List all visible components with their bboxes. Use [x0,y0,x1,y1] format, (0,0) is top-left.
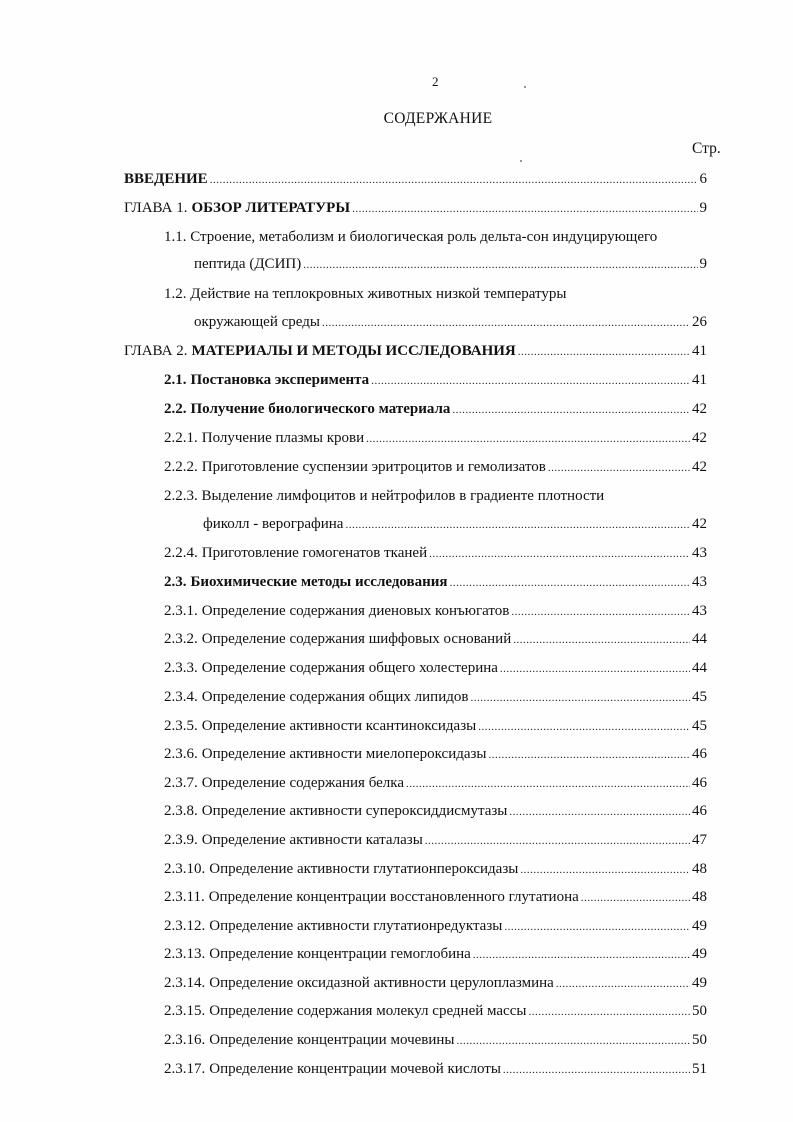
toc-entry-page: 42 [692,401,707,417]
toc-entry-introduction[interactable] [124,171,707,189]
toc-entry-2-3-6[interactable] [164,746,707,764]
toc-entry-chapter-2[interactable] [124,343,707,361]
toc-entry-2-3-7[interactable] [164,775,707,793]
toc-entry-number: 2.2.1. [164,430,198,446]
toc-entry-label: Биохимические методы исследования [190,574,448,590]
toc-entry-2-3-5[interactable] [164,718,707,736]
leader-dots [429,546,690,563]
toc-entry-2-2-2[interactable] [164,459,707,477]
toc-entry-number: 2.3.1. [164,603,198,619]
toc-entry-label: Определение активности каталазы [201,832,423,848]
toc-entry-page: 43 [692,545,707,561]
leader-dots [548,460,690,477]
toc-entry-page: 49 [692,975,707,991]
toc-entry-label: Определение активности ксантиноксидазы [201,718,477,734]
toc-entry-page: 41 [692,372,707,388]
toc-entry-2-3-13[interactable] [164,946,707,964]
toc-title: СОДЕРЖАНИЕ [383,110,493,127]
toc-entry-page: 9 [699,200,707,216]
toc-entry-number: 1.1. [164,229,187,245]
toc-entry-number: 2.3. [164,574,187,590]
toc-entry-number: 2.3.13. [164,946,206,962]
leader-dots [473,947,690,964]
toc-entry-page: 51 [692,1061,707,1077]
toc-entry-page: 42 [692,430,707,446]
toc-entry-page: 43 [692,574,707,590]
toc-entry-1-2-line2[interactable] [194,314,707,332]
leader-dots [556,976,690,993]
toc-entry-number: 2.3.15. [164,1003,206,1019]
leader-dots [489,747,690,764]
toc-entry-number: 2.3.12. [164,918,206,934]
toc-entry-2-3-15[interactable] [164,1003,707,1021]
toc-entry-label: Определение содержания диеновых конъюгатов [201,603,510,619]
toc-entry-label-line1: Строение, метаболизм и биологическая роль дельта-сон индуцирующего [190,229,658,245]
toc-entry-page: 45 [692,689,707,705]
toc-entry-2-3-2[interactable] [164,631,707,649]
toc-entry-page: 42 [692,459,707,475]
toc-entry-page: 46 [692,746,707,762]
toc-entry-2-2-4[interactable] [164,545,707,563]
toc-entry-number: 2.3.9. [164,832,198,848]
leader-dots [452,402,690,419]
toc-entry-label-line2: пептида (ДСИП) [194,256,302,272]
toc-entry-2-3-17[interactable] [164,1061,707,1079]
leader-dots [425,833,690,850]
toc-entry-page: 46 [692,775,707,791]
toc-entry-number: ГЛАВА 2. [124,343,188,359]
toc-entry-page: 49 [692,946,707,962]
toc-entry-label-line1: Выделение лимфоцитов и нейтрофилов в градиенте плотности [201,488,605,504]
toc-entry-2-3-16[interactable] [164,1032,707,1050]
leader-dots [503,1062,690,1079]
toc-entry-label: Определение содержания белка [201,775,405,791]
leader-dots [581,890,690,907]
toc-entry-2-3-11[interactable] [164,889,707,907]
toc-entry-label: Приготовление суспензии эритроцитов и гемолизатов [201,459,546,475]
toc-entry-page: 48 [692,861,707,877]
toc-entry-number: 2.2.3. [164,488,198,504]
leader-dots [352,201,697,218]
leader-dots [520,862,690,879]
toc-entry-label: Получение биологического материала [190,401,451,417]
toc-entry-2-3-4[interactable] [164,689,707,707]
toc-entry-label: ОБЗОР ЛИТЕРАТУРЫ [191,200,351,216]
leader-dots [478,719,690,736]
toc-entry-number: ГЛАВА 1. [124,200,188,216]
toc-entry-label: Получение плазмы крови [201,430,365,446]
toc-entry-number: 2.2.4. [164,545,198,561]
toc-entry-label: Определение активности глутатионпероксидазы [209,861,519,877]
toc-entry-page: 45 [692,718,707,734]
toc-entry-label: Определение активности миелопероксидазы [201,746,487,762]
toc-entry-label: ВВЕДЕНИЕ [124,171,208,187]
leader-dots [450,575,690,592]
leader-dots [504,919,690,936]
toc-entry-page: 46 [692,803,707,819]
leader-dots [511,604,690,621]
toc-entry-chapter-1[interactable] [124,200,707,218]
leader-dots [406,776,690,793]
leader-dots [500,661,690,678]
leader-dots [456,1033,690,1050]
toc-entry-1-2-line1[interactable] [164,286,566,303]
toc-entry-label: Определение содержания молекул средней массы [209,1003,527,1019]
scan-speck [524,86,526,88]
toc-entry-page: 49 [692,918,707,934]
toc-entry-label: Определение концентрации мочевой кислоты [209,1061,501,1077]
leader-dots [509,804,690,821]
toc-entry-label: Определение концентрации мочевины [209,1032,455,1048]
toc-entry-2-3-10[interactable] [164,861,707,879]
toc-entry-label: Определение активности глутатионредуктазы [209,918,503,934]
toc-entry-number: 2.3.17. [164,1061,206,1077]
leader-dots [366,431,690,448]
toc-entry-2-3-12[interactable] [164,918,707,936]
toc-entry-label: Определение оксидазной активности церулоплазмина [209,975,554,991]
leader-dots [345,517,690,534]
toc-entry-number: 2.3.2. [164,631,198,647]
toc-entry-number: 1.2. [164,286,187,302]
page-number: 2 [432,74,439,89]
leader-dots [470,690,690,707]
scan-speck [520,160,522,162]
toc-entry-number: 2.3.6. [164,746,198,762]
leader-dots [518,344,690,361]
toc-entry-page: 43 [692,603,707,619]
toc-entry-page: 26 [692,314,707,330]
toc-entry-label: Определение содержания общего холестерина [201,660,498,676]
toc-entry-2-1[interactable] [164,372,707,390]
toc-entry-label: МАТЕРИАЛЫ И МЕТОДЫ ИССЛЕДОВАНИЯ [191,343,516,359]
toc-entry-page: 41 [692,343,707,359]
toc-entry-number: 2.3.3. [164,660,198,676]
toc-entry-page: 50 [692,1032,707,1048]
toc-entry-page: 44 [692,631,707,647]
toc-entry-page: 48 [692,889,707,905]
toc-entry-number: 2.3.14. [164,975,206,991]
toc-entry-label-line1: Действие на теплокровных животных низкой температуры [190,286,567,302]
toc-entry-label: Определение концентрации гемоглобина [209,946,471,962]
toc-entry-1-1-line2[interactable] [194,256,707,274]
toc-entry-number: 2.3.5. [164,718,198,734]
toc-entry-label: Приготовление гомогенатов тканей [201,545,428,561]
toc-entry-1-1-line1[interactable] [164,229,657,246]
toc-entry-2-3-1[interactable] [164,603,707,621]
toc-entry-number: 2.3.4. [164,689,198,705]
leader-dots [322,315,690,332]
toc-entry-page: 50 [692,1003,707,1019]
toc-entry-label: Постановка эксперимента [190,372,370,388]
toc-entry-number: 2.3.11. [164,889,205,905]
toc-entry-label: Определение содержания общих липидов [201,689,469,705]
leader-dots [371,373,690,390]
toc-entry-page: 42 [692,516,707,532]
toc-entry-page: 9 [699,256,707,272]
toc-entry-2-2-1[interactable] [164,430,707,448]
toc-entry-page: 6 [699,171,707,187]
toc-entry-number: 2.2. [164,401,187,417]
toc-entry-number: 2.3.10. [164,861,206,877]
toc-entry-label-line2: окружающей среды [194,314,320,330]
toc-entry-2-3[interactable] [164,574,707,592]
toc-entry-number: 2.3.16. [164,1032,206,1048]
toc-entry-2-3-14[interactable] [164,975,707,993]
leader-dots [528,1004,690,1021]
toc-entry-2-3-8[interactable] [164,803,707,821]
toc-entry-label: Определение концентрации восстановленного глутатиона [208,889,579,905]
toc-entry-2-3-3[interactable] [164,660,707,678]
toc-entry-number: 2.3.7. [164,775,198,791]
toc-entry-2-2-3-line1[interactable] [164,488,604,505]
toc-entry-number: 2.3.8. [164,803,198,819]
toc-entry-2-2[interactable] [164,401,707,419]
leader-dots [210,172,698,189]
toc-entry-2-2-3-line2[interactable] [203,516,707,534]
leader-dots [513,632,690,649]
toc-entry-page: 44 [692,660,707,676]
toc-entry-number: 2.2.2. [164,459,198,475]
toc-entry-label: Определение содержания шиффовых оснований [201,631,512,647]
toc-entry-page: 47 [692,832,707,848]
toc-entry-number: 2.1. [164,372,187,388]
toc-entry-2-3-9[interactable] [164,832,707,850]
toc-entry-label: Определение активности супероксиддисмутазы [201,803,508,819]
leader-dots [303,257,697,274]
toc-entry-label-line2: фиколл - верографина [203,516,344,532]
pages-column-header: Стр. [692,140,721,157]
